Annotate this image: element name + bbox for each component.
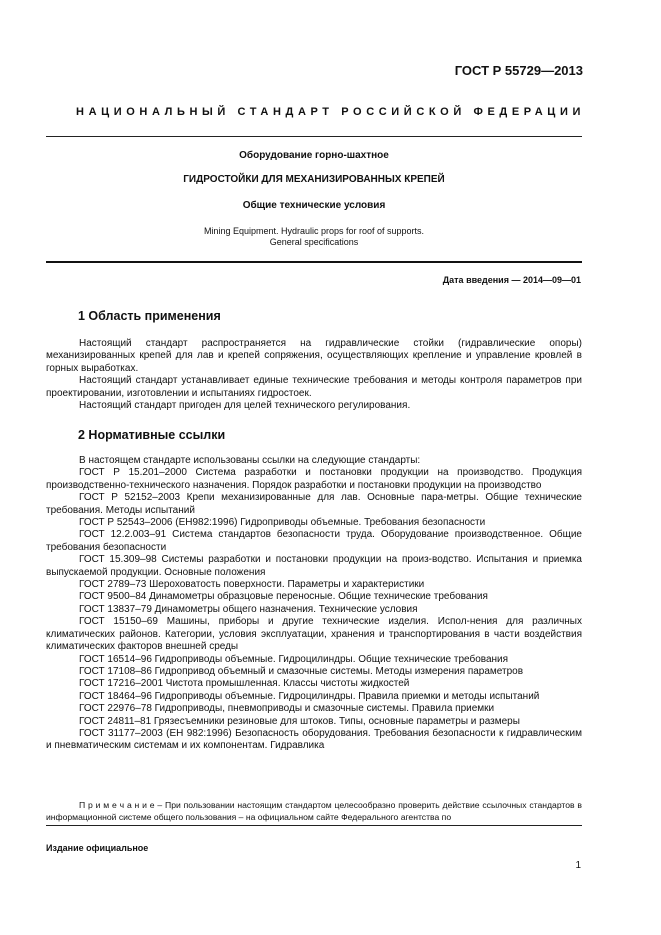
reference-item: ГОСТ 17108–86 Гидропривод объемный и смазочные системы. Методы измерения параметров [79,665,524,677]
document-subtitle: Общие технические условия [242,200,386,211]
national-standard-heading: НАЦИОНАЛЬНЫЙ СТАНДАРТ РОССИЙСКОЙ ФЕДЕРАЦИИ [76,106,585,118]
reference-item: ГОСТ 13837–79 Динамометры общего назначения. Технические условия [79,603,418,615]
title-divider [46,261,582,263]
note-label: П р и м е ч а н и е [79,800,155,810]
page-number: 1 [575,860,581,871]
reference-item: ГОСТ Р 52152–2003 Крепи механизированные для лав. Основные пара-метры. Общие технические требования. Методы испытаний [46,492,582,516]
english-title-line-1: Mining Equipment. Hydraulic props for roof of supports. [203,226,425,236]
reference-item: ГОСТ 2789–73 Шероховатость поверхности. Параметры и характеристики [79,579,425,591]
introduction-date: Дата введения — 2014—09—01 [442,275,581,285]
reference-item: ГОСТ 12.2.003–91 Система стандартов безопасности труда. Оборудование производственное. Общие требования безопасности [46,529,582,553]
reference-item: ГОСТ 9500–84 Динамометры образцовые переносные. Общие технические требования [79,591,488,603]
official-edition-label: Издание официальное [46,843,149,853]
reference-item: ГОСТ 31177–2003 (ЕН 982:1996) Безопасность оборудования. Требования безопасности к гидравлическим и пневматическим системам и их компонентам. Гидравлика [46,727,582,752]
reference-item: ГОСТ 22976–78 Гидроприводы, пневмоприводы и смазочные системы. Правила приемки [79,703,495,715]
paragraph: В настоящем стандарте использованы ссылки на следующие стандарты: [79,455,421,466]
equipment-category: Оборудование горно-шахтное [239,150,389,161]
paragraph: Настоящий стандарт пригоден для целей технического регулирования. [79,400,411,412]
note-text: – При пользовании настоящим стандартом целесообразно проверить действие ссылочных стандартов в информационной системе общего пользования – на официальном сайте Федерального агентства по [46,800,583,823]
reference-item: ГОСТ 24811–81 Грязесъемники резиновые для штоков. Типы, основные параметры и размеры [79,715,520,727]
reference-item: ГОСТ 16514–96 Гидроприводы объемные. Гидроцилиндры. Общие технические требования [79,653,509,665]
section-2-body [46,455,582,753]
paragraph: Настоящий стандарт устанавливает единые технические требования и методы контроля параметров при проектировании, изготовлении и испытаниях гидростоек. [46,375,582,399]
reference-item: ГОСТ 18464–96 Гидроприводы объемные. Гидроцилиндры. Правила приемки и методы испытаний [79,690,540,702]
english-title [46,226,582,248]
english-title-line-2: General specifications [269,237,359,247]
footer-divider [46,825,582,826]
section-1-body [46,338,582,412]
top-divider [46,136,582,137]
section-2-heading: 2 Нормативные ссылки [78,428,226,442]
reference-item: ГОСТ 15.309–98 Системы разработки и постановки продукции на произ-водство. Испытания и приемка выпускаемой продукции. Основные положения [46,554,582,578]
section-1-heading: 1 Область применения [78,309,221,323]
reference-item: ГОСТ 15150–69 Машины, приборы и другие технические изделия. Испол-нения для различных климатических районов. Категории, условия эксплуатации, хранения и транспортирования в части воздействия климатических факторов внешней среды [46,616,582,653]
note-block [46,799,582,824]
paragraph: Настоящий стандарт распространяется на гидравлические стойки (гидравлические опоры) механизированных крепей для лав и крепей сопряжения, осуществляющих крепление и управление кровлей в горных выработках. [46,338,582,374]
reference-item: ГОСТ Р 52543–2006 (ЕН982:1996) Гидроприводы объемные. Требования безопасности [79,517,486,529]
reference-item: ГОСТ Р 15.201–2000 Система разработки и постановки продукции на производство. Продукция производственно-технического назначения. Порядок разработки и постановки продукции на производство [46,467,582,491]
reference-item: ГОСТ 17216–2001 Чистота промышленная. Классы чистоты жидкостей [79,678,410,690]
note-paragraph [46,799,582,824]
document-code: ГОСТ Р 55729—2013 [454,63,583,78]
document-title: ГИДРОСТОЙКИ ДЛЯ МЕХАНИЗИРОВАННЫХ КРЕПЕЙ [183,174,445,185]
